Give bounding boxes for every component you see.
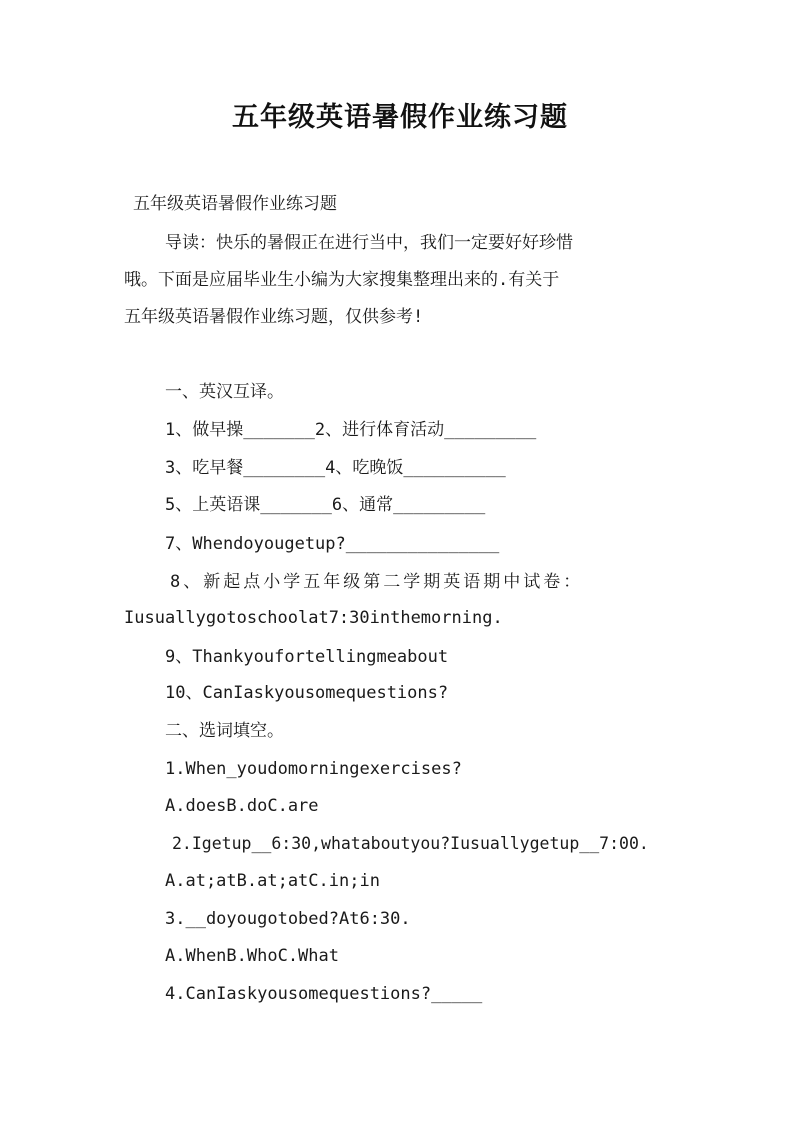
exercise-line: A.doesB.doC.are	[165, 796, 319, 816]
exercise-line: 4.CanIaskyousomequestions?_____	[165, 984, 483, 1004]
intro-line: 五年级英语暑假作业练习题，仅供参考!	[124, 307, 424, 327]
exercise-line: 3.__doyougotobed?At6:30.	[165, 909, 411, 929]
exercise-line: 5、上英语课_______6、通常_________	[165, 495, 486, 515]
document-subtitle: 五年级英语暑假作业练习题	[133, 194, 337, 214]
intro-line: 哦。下面是应届毕业生小编为大家搜集整理出来的.有关于	[124, 270, 560, 290]
exercise-line: 3、吃早餐________4、吃晚饭__________	[165, 458, 506, 478]
exercise-line: Iusuallygotoschoolat7:30inthemorning.	[124, 608, 503, 628]
section-heading: 二、选词填空。	[165, 721, 284, 741]
page-title: 五年级英语暑假作业练习题	[232, 102, 568, 133]
exercise-line: 8、新起点小学五年级第二学期英语期中试卷：	[170, 572, 584, 592]
exercise-line: A.WhenB.WhoC.What	[165, 946, 339, 966]
exercise-line: 1.When_youdomorningexercises?	[165, 759, 462, 779]
exercise-line: A.at;atB.at;atC.in;in	[165, 871, 380, 891]
exercise-line: 1、做早操_______2、进行体育活动_________	[165, 420, 537, 440]
section-heading: 一、英汉互译。	[165, 382, 284, 402]
exercise-line: 2.Igetup__6:30,whataboutyou?Iusuallygetup__7:00.	[172, 834, 649, 853]
intro-line: 导读：快乐的暑假正在进行当中，我们一定要好好珍惜	[165, 233, 573, 253]
exercise-line: 10、CanIaskyousomequestions?	[165, 683, 449, 703]
exercise-line: 7、Whendoyougetup?_______________	[165, 534, 500, 554]
exercise-line: 9、Thankyoufortellingmeabout	[165, 647, 449, 667]
